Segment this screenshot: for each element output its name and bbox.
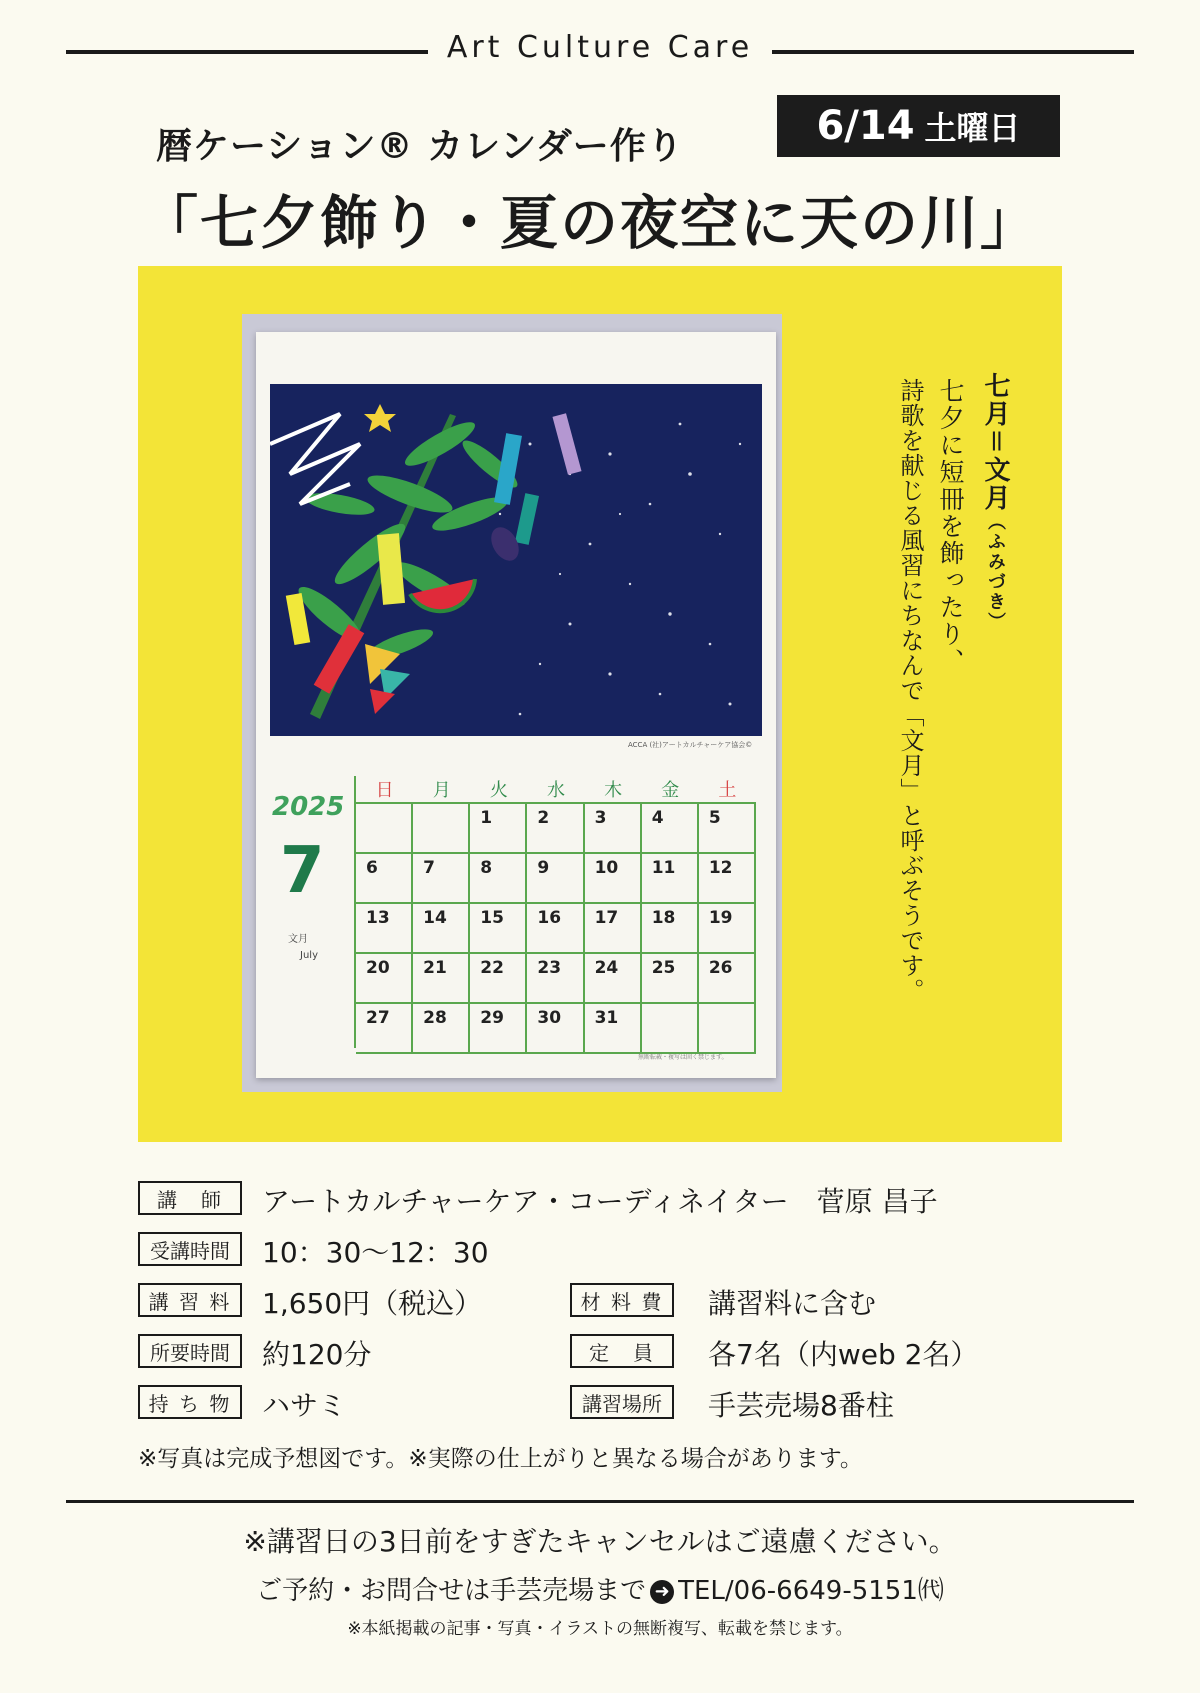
calendar-month-en: July — [300, 950, 318, 961]
capacity-label: 定 員 — [570, 1334, 674, 1368]
calendar-grid — [354, 776, 756, 1048]
place-label: 講習場所 — [570, 1385, 674, 1419]
fee-value: 1,650円（税込） — [262, 1287, 483, 1320]
calendar-day: 5 — [699, 804, 756, 852]
calendar-day: 4 — [642, 804, 699, 852]
vertical-title — [982, 372, 1008, 632]
calendar-photo — [138, 266, 1062, 1142]
calendar-week — [356, 952, 756, 1002]
calendar-note: 無断転載・複写は固く禁じます。 — [638, 1054, 728, 1061]
duration-value: 約120分 — [262, 1338, 372, 1371]
cancel-notice: ※講習日の3日前をすぎたキャンセルはご遠慮ください。 — [243, 1525, 957, 1558]
event-weekday: 土曜日 — [924, 109, 1021, 147]
vertical-reading: （ふみづき） — [985, 512, 1006, 633]
weekday-label: 月 — [432, 780, 451, 801]
footer-rule — [66, 1500, 1134, 1503]
calendar-day: 22 — [470, 954, 527, 1002]
contact-text: ご予約・お問合せは手芸売場まで — [256, 1576, 647, 1606]
header-rule-left — [66, 50, 428, 54]
calendar-day: 9 — [527, 854, 584, 902]
weekday-label: 金 — [661, 780, 680, 801]
material-value: 講習料に含む — [708, 1287, 877, 1320]
time-label: 受講時間 — [138, 1232, 242, 1266]
calendar-day: 29 — [470, 1004, 527, 1052]
photo-note: ※写真は完成予想図です。※実際の仕上がりと異なる場合があります。 — [138, 1446, 863, 1472]
calendar-day: 3 — [585, 804, 642, 852]
header-rule-right — [772, 50, 1134, 54]
calendar-day: 21 — [413, 954, 470, 1002]
bring-value: ハサミ — [262, 1389, 347, 1422]
calendar-day: 7 — [413, 854, 470, 902]
calendar-day: 23 — [527, 954, 584, 1002]
weekday-label: 木 — [604, 780, 623, 801]
calendar-day: 14 — [413, 904, 470, 952]
calendar-day — [356, 804, 413, 852]
calendar-day: 6 — [356, 854, 413, 902]
calendar-week — [356, 852, 756, 902]
calendar-day: 18 — [642, 904, 699, 952]
event-title: 「七夕飾り・夏の夜空に天の川」 — [140, 189, 1041, 257]
calendar-week — [356, 1002, 756, 1054]
calendar-day: 1 — [470, 804, 527, 852]
calendar-month-jp: 文月 — [288, 934, 308, 945]
contact-line — [0, 1570, 1200, 1607]
footer-copyright: ※本紙掲載の記事・写真・イラストの無断複写、転載を禁じます。 — [347, 1619, 853, 1639]
calendar-day: 24 — [585, 954, 642, 1002]
time-value: 10：30～12：30 — [262, 1236, 489, 1269]
place-value: 手芸売場8番柱 — [708, 1389, 894, 1422]
vertical-line-2: 詩歌を献じる風習にちなんで「文月」と呼ぶそうです。 — [896, 378, 924, 1003]
calendar-week — [356, 902, 756, 952]
calendar-day: 19 — [699, 904, 756, 952]
vertical-line-1: 七夕に短冊を飾ったり、 — [936, 378, 965, 675]
calendar-day — [413, 804, 470, 852]
fee-label: 講 習 料 — [138, 1283, 242, 1317]
weekday-label: 水 — [546, 780, 565, 801]
calendar-day — [642, 1004, 699, 1052]
artwork-copyright: ACCA (社)アートカルチャーケア協会© — [628, 741, 753, 749]
capacity-value: 各7名（内web 2名） — [708, 1338, 979, 1371]
vertical-title-text: 七月＝文月 — [980, 372, 1010, 513]
weekday-label: 日 — [375, 780, 394, 801]
weekday-label: 土 — [718, 780, 737, 801]
calendar-day: 20 — [356, 954, 413, 1002]
calendar-year: 2025 — [272, 792, 345, 822]
calendar-day: 26 — [699, 954, 756, 1002]
calendar-day: 25 — [642, 954, 699, 1002]
calendar-day: 31 — [585, 1004, 642, 1052]
date-badge — [777, 95, 1060, 157]
contact-tel: TEL/06-6649-5151㈹ — [678, 1576, 944, 1606]
calendar-day: 17 — [585, 904, 642, 952]
duration-label: 所要時間 — [138, 1334, 242, 1368]
calendar-week — [356, 802, 756, 852]
material-label: 材 料 費 — [570, 1283, 674, 1317]
calendar-month: 7 — [280, 834, 325, 908]
instructor-value: アートカルチャーケア・コーディネイター 菅原 昌子 — [262, 1185, 938, 1218]
calendar-day: 2 — [527, 804, 584, 852]
night-sky-artwork — [270, 384, 762, 736]
instructor-label: 講 師 — [138, 1181, 242, 1215]
event-date: 6/14 — [816, 103, 915, 149]
calendar-day: 28 — [413, 1004, 470, 1052]
calendar-day: 13 — [356, 904, 413, 952]
event-subtitle: 暦ケーション® カレンダー作り — [156, 126, 684, 167]
calendar-day: 30 — [527, 1004, 584, 1052]
header-label: Art Culture Care — [446, 30, 754, 65]
calendar-day: 15 — [470, 904, 527, 952]
tanabata-illustration — [270, 384, 762, 736]
calendar-day: 27 — [356, 1004, 413, 1052]
weekday-label: 火 — [489, 780, 508, 801]
calendar-weekday-row — [356, 776, 756, 802]
calendar-day: 10 — [585, 854, 642, 902]
arrow-right-icon: ➜ — [650, 1580, 674, 1604]
calendar-day: 12 — [699, 854, 756, 902]
calendar-day: 11 — [642, 854, 699, 902]
calendar-day: 16 — [527, 904, 584, 952]
bring-label: 持 ち 物 — [138, 1385, 242, 1419]
calendar-day: 8 — [470, 854, 527, 902]
calendar-day — [699, 1004, 756, 1052]
